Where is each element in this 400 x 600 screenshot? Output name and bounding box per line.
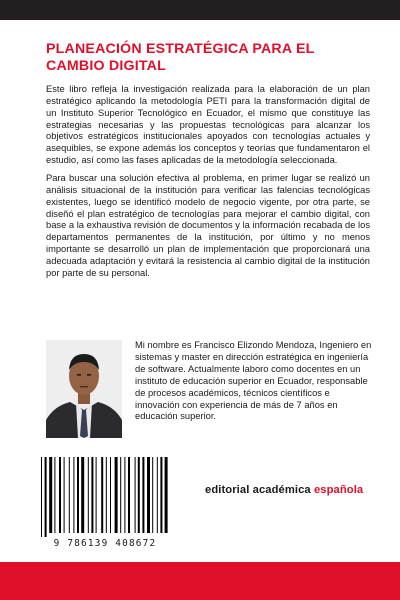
author-bio: Mi nombre es Francisco Elizondo Mendoza, Ingeniero en sistemas y master en dirección estratégica en ingeniería de software. Actualmente laboro como docentes en un instituto de educación superior en Ecuador, responsable de procesos académicos, técnicos científicos e innovación con experiencia de más de 7 años en educación superior. bbox=[135, 340, 372, 422]
isbn-barcode bbox=[35, 455, 175, 550]
isbn-digits: 9 786139 408672 bbox=[53, 538, 157, 549]
publisher-name-part-1: editorial académica bbox=[205, 484, 314, 496]
bottom-bar bbox=[0, 562, 400, 600]
barcode-bars bbox=[35, 455, 175, 539]
book-title-line-2: CAMBIO DIGITAL bbox=[46, 58, 166, 74]
book-title bbox=[46, 41, 376, 75]
book-title-line-1: PLANEACIÓN ESTRATÉGICA PARA EL bbox=[46, 41, 315, 57]
author-photo bbox=[46, 340, 122, 438]
publisher-name bbox=[205, 484, 363, 496]
publisher-name-part-2: española bbox=[313, 484, 364, 496]
top-bar bbox=[0, 0, 400, 20]
description-paragraph-2: Para buscar una solución efectiva al problema, en primer lugar se realizó un análisis situacional de la institución para verificar las falencias tecnológicas existentes, luego se identificó modelo de negocio vigente, por otra parte, se diseñó el plan estratégico de tecnologías para mejorar el cambio digital, con base a la exhaustiva revisión de documentos y la información recabada de los departamentos permanentes de la institución, por último y no menos importante se desarrolló un plan de implementación que proporcionará una adecuada adaptación y evitará la resistencia al cambio digital de la institución por parte de su personal. bbox=[46, 173, 370, 278]
description-paragraph-1: Este libro refleja la investigación realizada para la elaboración de un plan estratégico aplicando la metodología PETI para la transformación digital de un Instituto Superior Tecnológico en Ecuador, el mismo que constituye las estrategias necesarias y las propuestas tecnológicas para alcanzar los objetivos estratégicos institucionales apoyados con tecnologías actuales y asequibles, se expone además los conceptos y teorías que fundamentaron el estudio, así como las fases aplicadas de la metodología seleccionada. bbox=[46, 84, 370, 166]
